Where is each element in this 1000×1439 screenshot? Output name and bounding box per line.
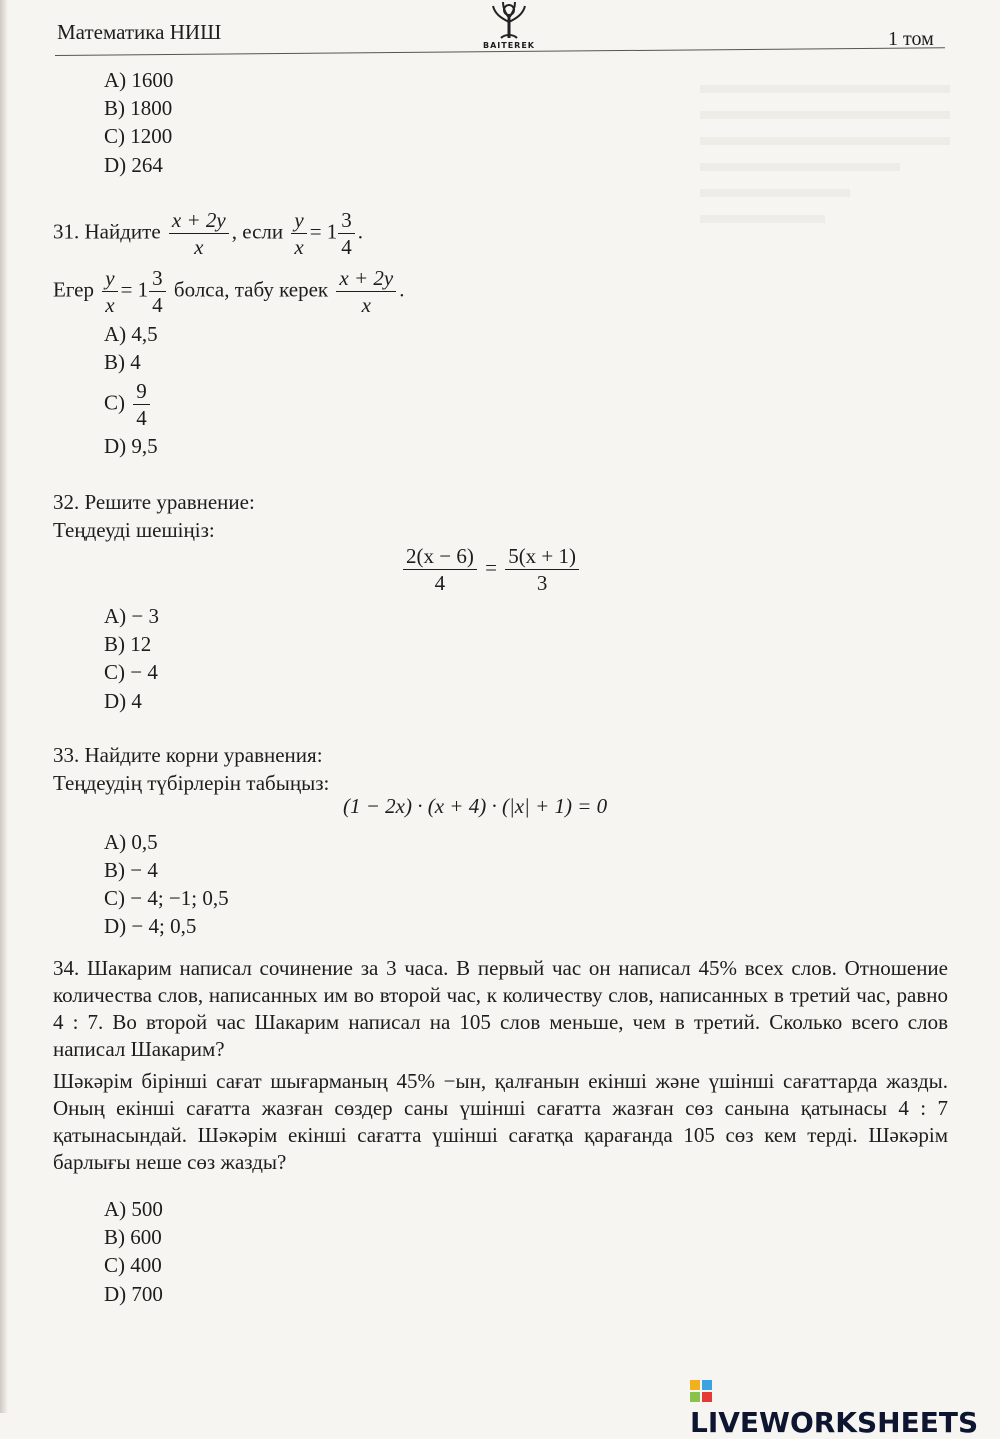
q31-kz-frac-den: x <box>361 293 371 317</box>
q31-mix-den: 4 <box>341 235 352 259</box>
q31-cond-fraction <box>291 207 306 260</box>
q32-option-d: D) 4 <box>104 689 142 713</box>
q34-option-c: C) 400 <box>104 1253 162 1277</box>
q31-mixed-fraction <box>338 207 355 260</box>
q31-kz-mix-den: 4 <box>152 293 163 317</box>
baiterek-logo <box>480 0 538 58</box>
q31-option-c <box>104 378 153 431</box>
tree-icon <box>487 0 531 40</box>
q33-option-c: C) − 4; −1; 0,5 <box>104 886 229 910</box>
q31-kz-cond-fraction <box>102 265 117 318</box>
q34-option-a: A) 500 <box>104 1197 163 1221</box>
q34-option-d: D) 700 <box>104 1282 163 1306</box>
liveworksheets-watermark <box>690 1373 1000 1439</box>
q31-option-c-den: 4 <box>136 406 147 430</box>
q31-kz-mix-num: 3 <box>149 265 166 292</box>
q31-option-a: A) 4,5 <box>104 322 158 346</box>
q31-kz-cond-num: y <box>102 265 117 292</box>
q33-option-b: B) − 4 <box>104 858 158 882</box>
liveworksheets-logo-icon <box>690 1380 712 1402</box>
q32-option-c: C) − 4 <box>104 660 158 684</box>
q33-title-ru: 33. Найдите корни уравнения: <box>53 743 323 767</box>
q31-option-c-label: C) <box>104 390 125 415</box>
header-volume: 1 том <box>888 28 934 50</box>
q31-kz-cond-den: x <box>105 293 115 317</box>
q31-kz-mixed-fraction <box>149 265 166 318</box>
q33-option-d: D) − 4; 0,5 <box>104 914 197 938</box>
q31-kz-prefix: Егер <box>53 277 94 302</box>
q31-eq: = 1 <box>309 219 338 244</box>
q31-option-c-num: 9 <box>133 378 150 405</box>
q34-text-kz: Шәкәрім бірінші сағат шығарманың 45% −ын, қалғанын екінші және үшінші сағаттарда жазды. Оның екінші сағатта жазған сөздер саны үшінші сағатта жазған сөз санына қатынасы 4 : 7 қатынасындай. Шәкәрім екінші сағатта үшінші сағатқа қарағанда 105 сөз кем терді. Шәкәрім барлығы неше сөз жазды? <box>53 1069 948 1174</box>
q32-equation: $\frac{2(x - 6)}{4}$ = $\frac{5(x + 1)}{3}$ <box>400 543 582 596</box>
q31-kz-mid: болса, табу керек <box>173 277 329 302</box>
q32-rhs-den: 3 <box>536 571 548 595</box>
q31-frac-num: x + 2y <box>169 207 229 234</box>
q31-fraction <box>169 207 229 260</box>
question-31-kz: Егер $\frac{y}{x}$ = 1 $\frac{3}{4}$ болса, табу керек $\frac{x + 2y}{x}$ . <box>53 266 405 317</box>
prev-option-d: D) 264 <box>104 153 163 177</box>
q32-title-ru: 32. Решите уравнение: <box>53 490 255 514</box>
bleed-through <box>700 75 950 345</box>
q31-option-b: B) 4 <box>104 350 141 374</box>
q31-cond-num: y <box>291 207 306 234</box>
q32-rhs-fraction <box>505 543 579 596</box>
logo-caption: BAITEREK <box>482 41 535 50</box>
q31-kz-fraction <box>336 265 396 318</box>
prev-option-c: C) 1200 <box>104 124 173 148</box>
q31-kz-frac-num: x + 2y <box>336 265 396 292</box>
q34-option-b: B) 600 <box>104 1225 162 1249</box>
watermark-text: LIVEWORKSHEETS <box>690 1406 979 1439</box>
q32-rhs-num: 5(x + 1) <box>505 543 579 570</box>
q33-equation: (1 − 2x) · (x + 4) · (|x| + 1) = 0 <box>343 794 608 818</box>
page-edge-shadow <box>0 0 8 1413</box>
prev-option-b: B) 1800 <box>104 96 173 120</box>
q32-option-a: A) − 3 <box>104 604 160 628</box>
prev-option-a: A) 1600 <box>104 68 174 92</box>
q31-kz-eq: = 1 <box>120 277 149 302</box>
q31-option-d: D) 9,5 <box>104 434 158 458</box>
q31-option-c-fraction <box>133 378 150 431</box>
q31-frac-den: x <box>194 235 204 259</box>
header-subject: Математика НИШ <box>57 20 222 44</box>
q33-option-a: A) 0,5 <box>104 830 158 854</box>
q31-mix-num: 3 <box>338 207 355 234</box>
q32-title-kz: Теңдеуді шешіңіз: <box>53 518 215 542</box>
q32-option-b: B) 12 <box>104 632 152 656</box>
q31-prefix: 31. Найдите <box>53 219 161 244</box>
q31-cond-den: x <box>294 235 304 259</box>
q31-if: , если <box>231 219 284 244</box>
q33-title-kz: Теңдеудің түбірлерін табыңыз: <box>53 771 330 795</box>
q32-lhs-fraction <box>403 543 477 596</box>
q32-lhs-den: 4 <box>434 571 446 595</box>
q32-lhs-num: 2(x − 6) <box>403 543 477 570</box>
q34-text-ru: 34. Шакарим написал сочинение за 3 часа. В первый час он написал 45% всех слов. Отношение количества слов, написанных им во второй час, к количеству слов, написанных в третий час, равно 4 : 7. Во второй час Шакарим написал на 105 слов меньше, чем в третий. Сколько всего слов написал Шакарим? <box>53 956 948 1061</box>
question-31-ru: 31. Найдите $\frac{x + 2y}{x}$ , если $\frac{y}{x}$ = 1 $\frac{3}{4}$ . <box>53 208 364 259</box>
